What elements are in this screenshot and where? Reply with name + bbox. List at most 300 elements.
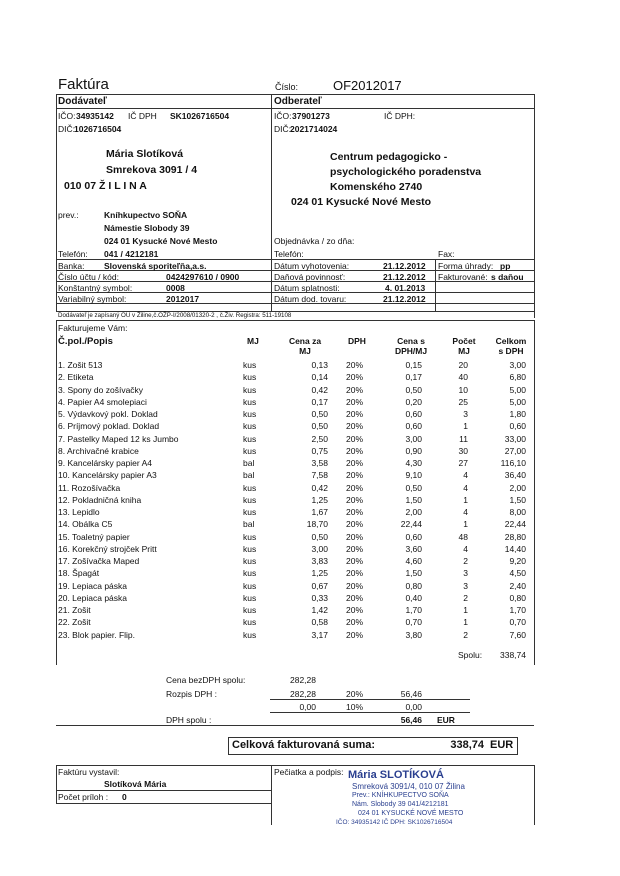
cell-total: 2,00	[509, 482, 526, 493]
buyer-street: Komenského 2740	[330, 181, 423, 193]
cell-price: 1,67	[311, 507, 328, 517]
base-value: 282,28	[290, 675, 316, 685]
cell-desc: 19. Lepiaca páska	[58, 580, 127, 591]
stamp-line-5: 024 01 KYSUCKÉ NOVÉ MESTO	[358, 810, 464, 817]
cell-pricevat: 3,60	[405, 543, 422, 554]
col-header-pricevat	[386, 336, 436, 356]
rule	[56, 259, 534, 260]
cell-total: 1,50	[509, 494, 526, 505]
cell-total: 3,00	[509, 360, 526, 370]
cell-qty: 2	[463, 629, 468, 640]
cell-desc: 17. Zošívačka Maped	[58, 556, 140, 566]
cell-dph: 20%	[346, 372, 364, 383]
cell-desc: 13. Lepidlo	[58, 507, 100, 517]
cell-total: 116,10	[500, 458, 526, 468]
divider	[271, 765, 272, 825]
cell-qty: 3	[463, 409, 468, 419]
bank-name: Slovenská sporiteľňa,a.s.	[104, 261, 207, 271]
cell-qty: 1	[463, 605, 468, 615]
cell-mj: kus	[243, 360, 257, 370]
cell-pricevat: 1,50	[405, 494, 422, 505]
vat-r2-base: 0,00	[299, 702, 316, 712]
cell-pricevat: 0,80	[405, 580, 422, 591]
cell-price: 0,75	[311, 445, 328, 456]
cell-qty: 4	[463, 507, 468, 517]
col-header-pricevat-2: DPH/MJ	[394, 346, 428, 356]
account-number: 0424297610 / 0900	[166, 272, 240, 282]
cell-qty: 3	[463, 580, 468, 591]
stamp-line-2: Smreková 3091/4, 010 07 Žilina	[352, 782, 465, 791]
cell-dph: 20%	[346, 592, 364, 603]
table-row	[58, 617, 528, 629]
cell-mj: kus	[243, 605, 257, 615]
cell-pricevat: 0,50	[405, 482, 422, 493]
buyer-name-2: psychologického poradenstva	[330, 166, 482, 178]
table-row	[58, 605, 528, 617]
cell-qty: 1	[463, 617, 468, 628]
cell-total: 5,00	[509, 396, 526, 407]
cell-mj: bal	[243, 458, 255, 468]
supplier-icdph-label: IČ DPH	[128, 111, 157, 121]
vat-r1-base: 282,28	[290, 689, 316, 699]
rule	[56, 765, 534, 766]
vat-r1-rate: 20%	[346, 689, 364, 699]
cell-qty: 25	[458, 396, 468, 407]
cell-total: 0,80	[509, 592, 526, 603]
issued-by: Slotíková Mária	[104, 779, 167, 789]
cell-total: 27,00	[504, 445, 526, 456]
buyer-icdph-label: IČ DPH:	[384, 111, 416, 121]
cell-pricevat: 4,30	[405, 458, 422, 468]
cell-pricevat: 0,15	[405, 360, 422, 370]
cell-mj: kus	[243, 617, 257, 628]
registration-note: Dodávateľ je zapísaný OU v Žiline,č.OŽP-I/2008/01320-2 , č.Živ. Registra: 511-19108	[58, 312, 292, 319]
cell-price: 3,58	[311, 458, 328, 468]
cell-desc: 18. Špagát	[58, 568, 100, 579]
cell-total: 7,60	[509, 629, 526, 640]
invoiced-value: s daňou	[491, 272, 524, 282]
cell-price: 1,25	[311, 494, 328, 505]
table-intro: Fakturujeme Vám:	[58, 323, 128, 333]
col-header-total-2: s DPH	[498, 346, 524, 356]
cell-dph: 20%	[346, 360, 364, 370]
cell-total: 36,40	[504, 470, 526, 481]
cell-desc: 20. Lepiaca páska	[58, 592, 127, 603]
cell-mj: kus	[243, 629, 257, 640]
vat-r1-vat: 56,46	[400, 689, 422, 699]
supplier-dic: 1026716504	[74, 124, 122, 134]
cell-pricevat: 0,60	[405, 409, 422, 419]
buyer-ico: 37901273	[292, 111, 330, 121]
cell-total: 28,80	[504, 531, 526, 542]
supplier-ico: 34935142	[76, 111, 114, 121]
buyer-ico-label: IČO:	[274, 111, 292, 121]
stamp-line-4: Nám. Slobody 39 041/4212181	[352, 801, 449, 808]
cell-total: 8,00	[509, 507, 526, 517]
cell-desc: 16. Korekčný strojček Pritt	[58, 543, 157, 554]
cell-mj: kus	[243, 396, 257, 407]
cell-mj: bal	[243, 519, 255, 530]
cell-dph: 20%	[346, 568, 364, 579]
vat-breakdown-label: Rozpis DPH :	[166, 689, 218, 699]
cell-qty: 2	[463, 592, 468, 603]
supplier-phone-label: Telefón:	[58, 249, 88, 259]
cell-pricevat: 3,00	[405, 433, 422, 444]
cell-price: 0,33	[311, 592, 328, 603]
var-symbol-label: Variabilný symbol:	[58, 294, 127, 304]
table-row	[58, 434, 528, 446]
col-header-qty-2: MJ	[458, 346, 470, 356]
divider	[534, 765, 535, 825]
col-header-qty	[446, 336, 482, 356]
grand-currency: EUR	[490, 739, 514, 751]
rule	[56, 803, 271, 804]
supplier-branch-street: Námestie Slobody 39	[104, 223, 190, 233]
cell-price: 18,70	[306, 519, 328, 530]
cell-dph: 20%	[346, 409, 364, 419]
supplier-name: Mária Slotíková	[106, 148, 184, 160]
cell-desc: 8. Archivačné krabice	[58, 445, 139, 456]
stamp-label: Pečiatka a podpis:	[274, 767, 344, 777]
rule	[56, 94, 534, 95]
divider	[271, 94, 272, 312]
cell-pricevat: 0,20	[405, 396, 422, 407]
rule	[56, 108, 534, 109]
buyer-dic-label: DIČ:	[274, 124, 291, 134]
col-header-pricevat-1: Cena s	[397, 336, 425, 346]
cell-pricevat: 0,50	[405, 384, 422, 395]
cell-qty: 1	[463, 421, 468, 432]
table-row	[58, 470, 528, 482]
cell-dph: 20%	[346, 605, 364, 615]
cell-pricevat: 1,50	[405, 568, 422, 579]
cell-desc: 10. Kancelársky papier A3	[58, 470, 157, 481]
supplier-ico-label: IČO:	[58, 111, 76, 121]
cell-dph: 20%	[346, 494, 364, 505]
due-date-label: Dátum splatnosti:	[274, 283, 340, 293]
rule	[270, 699, 470, 700]
cell-mj: kus	[243, 433, 257, 444]
stamp-line-1: Mária SLOTÍKOVÁ	[348, 769, 444, 781]
cell-qty: 3	[463, 568, 468, 579]
cell-pricevat: 0,70	[405, 617, 422, 628]
sum-value: 338,74	[500, 650, 526, 660]
cell-dph: 20%	[346, 445, 364, 456]
cell-qty: 4	[463, 482, 468, 493]
table-row	[58, 360, 528, 372]
table-row	[58, 483, 528, 495]
cell-qty: 4	[463, 470, 468, 481]
cell-qty: 4	[463, 543, 468, 554]
cell-mj: kus	[243, 507, 257, 517]
cell-price: 0,17	[311, 396, 328, 407]
cell-desc: 21. Zošit	[58, 605, 91, 615]
base-label: Cena bezDPH spolu:	[166, 675, 246, 685]
cell-dph: 20%	[346, 482, 364, 493]
payment-method: pp	[500, 261, 511, 271]
divider	[534, 320, 535, 665]
divider	[56, 765, 57, 803]
cell-pricevat: 1,70	[405, 605, 422, 615]
var-symbol: 2012017	[166, 294, 200, 304]
cell-total: 2,40	[509, 580, 526, 591]
cell-total: 1,80	[509, 409, 526, 419]
delivery-date: 21.12.2012	[383, 294, 426, 304]
buyer-phone-label: Telefón:	[274, 249, 304, 259]
cell-price: 0,67	[311, 580, 328, 591]
issue-date: 21.12.2012	[383, 261, 426, 271]
cell-price: 0,50	[311, 421, 328, 432]
col-header-dph: DPH	[348, 336, 366, 346]
cell-mj: kus	[243, 592, 257, 603]
cell-total: 14,40	[504, 543, 526, 554]
cell-mj: kus	[243, 445, 257, 456]
rule	[56, 725, 534, 726]
buyer-heading: Odberateľ	[274, 96, 322, 107]
col-header-price-2: MJ	[299, 346, 311, 356]
supplier-phone: 041 / 4212181	[104, 249, 159, 259]
cell-pricevat: 0,60	[405, 531, 422, 542]
cell-pricevat: 4,60	[405, 556, 422, 566]
grand-total: 338,74	[450, 739, 484, 751]
cell-price: 0,14	[311, 372, 328, 383]
cell-desc: 14. Obálka C5	[58, 519, 113, 530]
vat-total-label: DPH spolu :	[166, 715, 212, 725]
cell-qty: 20	[458, 360, 468, 370]
table-row	[58, 544, 528, 556]
cell-pricevat: 0,60	[405, 421, 422, 432]
cell-pricevat: 0,17	[405, 372, 422, 383]
cell-price: 0,42	[311, 482, 328, 493]
divider	[435, 259, 436, 311]
supplier-heading: Dodávateľ	[58, 96, 107, 107]
invoiced-label: Fakturované:	[438, 272, 488, 282]
cell-dph: 20%	[346, 519, 364, 530]
divider	[56, 320, 57, 665]
cell-desc: 11. Rozošívačka	[58, 482, 121, 493]
table-row	[58, 593, 528, 605]
cell-dph: 20%	[346, 543, 364, 554]
table-row	[58, 372, 528, 384]
table-row	[58, 630, 528, 642]
cell-price: 0,58	[311, 617, 328, 628]
cell-desc: 1. Zošit 513	[58, 360, 103, 370]
supplier-branch-label: prev.:	[58, 210, 79, 220]
cell-desc: 4. Papier A4 smolepiaci	[58, 396, 147, 407]
cell-dph: 20%	[346, 507, 364, 517]
supplier-street: Smrekova 3091 / 4	[106, 164, 198, 176]
cell-price: 0,42	[311, 384, 328, 395]
cell-dph: 20%	[346, 580, 364, 591]
table-row	[58, 532, 528, 544]
tax-date-label: Daňová povinnosť:	[274, 272, 346, 282]
rule	[56, 790, 271, 791]
cell-total: 22,44	[504, 519, 526, 530]
cell-price: 0,13	[311, 360, 328, 370]
cell-dph: 20%	[346, 629, 364, 640]
cell-total: 0,60	[509, 421, 526, 432]
issued-by-label: Faktúru vystavil:	[58, 767, 120, 777]
issue-date-label: Dátum vyhotovenia:	[274, 261, 350, 271]
buyer-fax-label: Fax:	[438, 249, 455, 259]
supplier-icdph: SK1026716504	[170, 111, 230, 121]
cell-dph: 20%	[346, 433, 364, 444]
buyer-city: 024 01 Kysucké Nové Mesto	[291, 196, 432, 208]
cell-mj: kus	[243, 568, 257, 579]
account-label: Číslo účtu / kód:	[58, 272, 119, 282]
cell-mj: bal	[243, 470, 255, 481]
buyer-order-label: Objednávka / zo dňa:	[274, 236, 355, 246]
cell-qty: 27	[458, 458, 468, 468]
col-header-price	[280, 336, 330, 356]
cell-dph: 20%	[346, 458, 364, 468]
cell-price: 0,50	[311, 409, 328, 419]
grand-total-label: Celková fakturovaná suma:	[232, 739, 376, 751]
rule	[56, 320, 534, 321]
table-row	[58, 495, 528, 507]
cell-desc: 9. Kancelársky papier A4	[58, 458, 153, 468]
cell-desc: 5. Výdavkový pokl. Doklad	[58, 409, 158, 419]
cell-pricevat: 3,80	[405, 629, 422, 640]
const-symbol: 0008	[166, 283, 185, 293]
table-row	[58, 507, 528, 519]
divider	[56, 94, 57, 312]
supplier-branch-name: Kníhkupectvo SOŇA	[104, 210, 188, 220]
cell-qty: 30	[458, 445, 468, 456]
cell-total: 5,00	[509, 384, 526, 395]
col-header-total-1: Celkom	[495, 336, 527, 346]
cell-price: 0,50	[311, 531, 328, 542]
cell-price: 1,25	[311, 568, 328, 579]
cell-total: 0,70	[509, 617, 526, 628]
const-symbol-label: Konštantný symbol:	[58, 283, 133, 293]
cell-dph: 20%	[346, 470, 364, 481]
cell-dph: 20%	[346, 531, 364, 542]
cell-mj: kus	[243, 372, 257, 383]
cell-price: 2,50	[311, 433, 328, 444]
cell-dph: 20%	[346, 384, 364, 395]
cell-dph: 20%	[346, 617, 364, 628]
stamp-line-6: IČO: 34935142 IČ DPH: SK1026716504	[336, 819, 453, 826]
cell-price: 3,00	[311, 543, 328, 554]
cell-desc: 7. Pastelky Maped 12 ks Jumbo	[58, 433, 179, 444]
col-header-price-1: Cena za	[288, 336, 322, 346]
table-row	[58, 446, 528, 458]
col-header-qty-1: Počet	[452, 336, 476, 346]
cell-pricevat: 22,44	[400, 519, 422, 530]
table-row	[58, 519, 528, 531]
cell-total: 33,00	[504, 433, 526, 444]
due-date: 4. 01.2013	[385, 283, 426, 293]
cell-mj: kus	[243, 409, 257, 419]
supplier-dic-label: DIČ:	[58, 124, 75, 134]
cell-pricevat: 2,00	[405, 507, 422, 517]
cell-qty: 1	[463, 494, 468, 505]
cell-price: 3,17	[311, 629, 328, 640]
bank-label: Banka:	[58, 261, 85, 271]
rule	[270, 712, 470, 713]
vat-currency: EUR	[437, 715, 455, 725]
cell-desc: 3. Spony do zošívačky	[58, 384, 144, 395]
cell-qty: 40	[458, 372, 468, 383]
cell-total: 1,70	[509, 605, 526, 615]
buyer-dic: 2021714024	[290, 124, 338, 134]
cell-price: 3,83	[311, 556, 328, 566]
cell-mj: kus	[243, 543, 257, 554]
divider	[534, 94, 535, 318]
cell-price: 1,42	[311, 605, 328, 615]
cell-qty: 1	[463, 519, 468, 530]
cell-dph: 20%	[346, 556, 364, 566]
col-header-total	[490, 336, 532, 356]
cell-dph: 20%	[346, 396, 364, 407]
table-row	[58, 385, 528, 397]
cell-desc: 22. Zošit	[58, 617, 91, 628]
invoice-number-label: Číslo:	[275, 82, 299, 92]
cell-desc: 2. Etiketa	[58, 372, 94, 383]
attachments-count: 0	[122, 792, 127, 802]
cell-qty: 48	[458, 531, 468, 542]
vat-total: 56,46	[400, 715, 422, 725]
buyer-name-1: Centrum pedagogicko -	[330, 151, 448, 163]
cell-qty: 10	[458, 384, 468, 395]
cell-pricevat: 0,40	[405, 592, 422, 603]
cell-mj: kus	[243, 556, 257, 566]
cell-total: 6,80	[509, 372, 526, 383]
cell-desc: 15. Toaletný papier	[58, 531, 130, 542]
cell-qty: 11	[459, 433, 468, 444]
table-row	[58, 409, 528, 421]
vat-r2-vat: 0,00	[405, 702, 422, 712]
cell-mj: kus	[243, 421, 257, 432]
table-row	[58, 568, 528, 580]
sum-label: Spolu:	[458, 650, 483, 660]
cell-mj: kus	[243, 531, 257, 542]
vat-r2-rate: 10%	[346, 702, 364, 712]
table-row	[58, 556, 528, 568]
cell-mj: kus	[243, 580, 257, 591]
table-row	[58, 458, 528, 470]
cell-pricevat: 9,10	[405, 470, 422, 481]
cell-mj: kus	[243, 482, 257, 493]
supplier-branch-city: 024 01 Kysucké Nové Mesto	[104, 236, 218, 246]
cell-pricevat: 0,90	[405, 445, 422, 456]
col-header-desc: Č.pol./Popis	[58, 336, 113, 347]
supplier-city: 010 07 Ž I L I N A	[64, 180, 147, 192]
tax-date: 21.12.2012	[383, 272, 426, 282]
stamp-line-3: Prev.: KNÍHKUPECTVO SOŇA	[352, 792, 449, 799]
delivery-date-label: Dátum dod. tovaru:	[274, 294, 347, 304]
cell-price: 7,58	[311, 470, 328, 481]
cell-total: 9,20	[509, 556, 526, 566]
table-row	[58, 421, 528, 433]
col-header-mj: MJ	[247, 336, 259, 346]
cell-desc: 12. Pokladničná kniha	[58, 494, 142, 505]
cell-desc: 6. Príjmový poklad. Doklad	[58, 421, 160, 432]
cell-qty: 2	[463, 556, 468, 566]
cell-desc: 23. Blok papier. Flip.	[58, 629, 136, 640]
cell-dph: 20%	[346, 421, 364, 432]
table-row	[58, 581, 528, 593]
cell-total: 4,50	[509, 568, 526, 579]
invoice-title: Faktúra	[58, 76, 109, 93]
table-row	[58, 397, 528, 409]
attachments-label: Počet príloh :	[58, 792, 109, 802]
cell-mj: kus	[243, 384, 257, 395]
payment-label: Forma úhrady:	[438, 261, 494, 271]
invoice-number: OF2012017	[333, 78, 402, 93]
cell-mj: kus	[243, 494, 257, 505]
